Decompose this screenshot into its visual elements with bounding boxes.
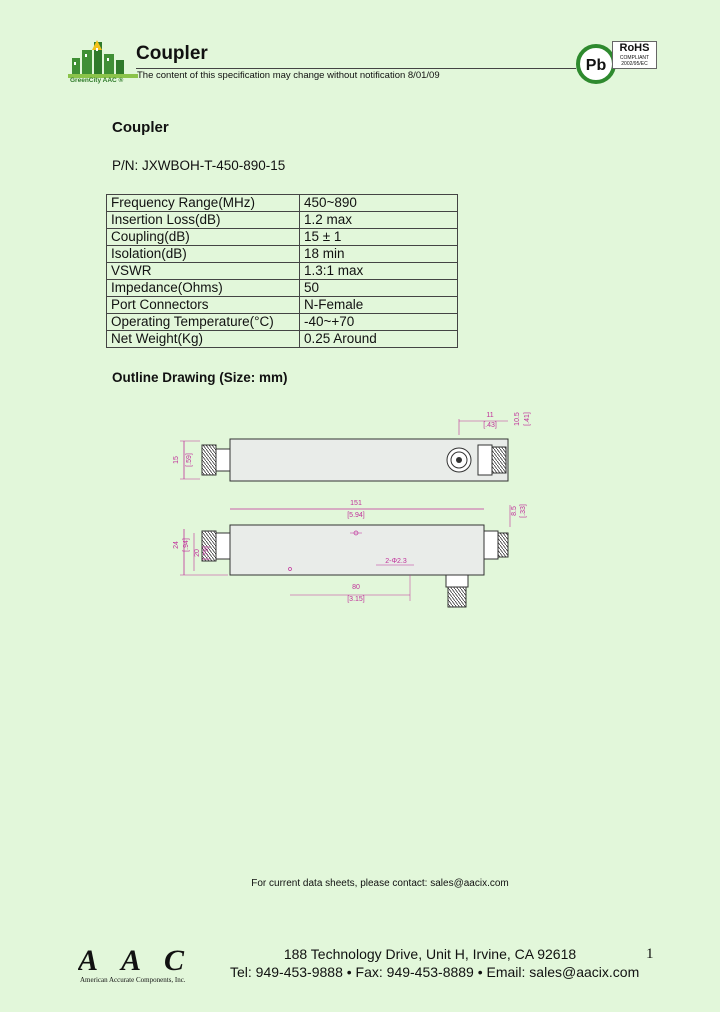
rohs-compliant: COMPLIANT (619, 55, 650, 61)
spec-row (107, 263, 458, 280)
datasheet-contact-line: For current data sheets, please contact: sales@aacix.com (251, 878, 509, 889)
rohs-directive: 2002/95/EC (621, 61, 648, 67)
connector-right-top (492, 447, 506, 473)
page-number: 1 (646, 946, 654, 962)
logo-brand-text: GreenCity AAC ® (70, 77, 124, 84)
dim-8-5: 8.5 (511, 506, 518, 516)
spec-row (107, 331, 458, 348)
spec-label: Operating Temperature(°C) (107, 314, 300, 331)
dim-24-in: [.94] (183, 538, 190, 552)
coupled-port-hex (446, 575, 468, 587)
spec-label: Insertion Loss(dB) (107, 212, 300, 229)
dim-24: 24 (173, 541, 180, 549)
spec-label: Port Connectors (107, 297, 300, 314)
aac-logo-text: AAC (78, 944, 184, 976)
spec-row (107, 314, 458, 331)
connector-left-front-hex (216, 533, 230, 559)
dim-8-5-in: [.33] (520, 504, 527, 518)
spec-value: 50 (300, 280, 458, 297)
top-view (173, 412, 531, 481)
lead-free-pb-icon (576, 44, 616, 84)
spec-label: VSWR (107, 263, 300, 280)
connector-left-top-hex (216, 449, 230, 471)
spec-row (107, 195, 458, 212)
dim-80-in: [3.15] (347, 596, 365, 603)
coupled-port-connector (448, 587, 466, 607)
part-number: P/N: JXWBOH-T-450-890-15 (112, 158, 286, 173)
spec-label: Coupling(dB) (107, 229, 300, 246)
spec-label: Isolation(dB) (107, 246, 300, 263)
spec-row (107, 212, 458, 229)
pb-label: Pb (585, 57, 607, 74)
dim-80: 80 (352, 584, 360, 591)
spec-table (106, 194, 458, 348)
spec-value: 18 min (300, 246, 458, 263)
spec-value: 15 ± 1 (300, 229, 458, 246)
header-title: Coupler (136, 43, 208, 64)
company-contact-info: Tel: 949-453-9888 • Fax: 949-453-8889 • Email: sales@aacix.com (230, 964, 640, 980)
company-address: 188 Technology Drive, Unit H, Irvine, CA 92618 (283, 946, 577, 962)
dim-151-in: [5.94] (347, 512, 365, 519)
front-view (173, 500, 527, 607)
outline-drawing (170, 405, 540, 640)
dim-15: 15 (173, 456, 180, 464)
dim-20: 20 (194, 549, 201, 557)
spec-value: 1.3:1 max (300, 263, 458, 280)
connector-right-front-hex (484, 531, 498, 559)
outline-drawing-title: Outline Drawing (Size: mm) (112, 370, 288, 385)
spec-value: N-Female (300, 297, 458, 314)
spec-value: 1.2 max (300, 212, 458, 229)
dim-15-in: [.59] (186, 453, 193, 467)
connector-right-top-hex (478, 445, 492, 475)
spec-label: Frequency Range(MHz) (107, 195, 300, 212)
spec-label: Net Weight(Kg) (107, 331, 300, 348)
coupled-port-icon (447, 448, 471, 472)
dim-151: 151 (350, 500, 362, 507)
rohs-badge (612, 41, 657, 69)
company-name: American Accurate Components, Inc. (80, 976, 186, 984)
spec-label: Impedance(Ohms) (107, 280, 300, 297)
spec-row (107, 229, 458, 246)
spec-row (107, 280, 458, 297)
header-divider (136, 68, 576, 69)
dim-11-in: [.43] (483, 422, 497, 429)
dim-20-in: [.79] (203, 546, 210, 560)
dim-10-5-in: [.41] (524, 412, 531, 426)
dim-hole: 2-Φ2.3 (385, 558, 407, 565)
spec-value: 0.25 Around (300, 331, 458, 348)
dim-10-5: 10.5 (514, 412, 521, 426)
connector-left-top (202, 445, 216, 475)
document-title: Coupler (112, 119, 169, 136)
coupler-body-front (230, 525, 484, 575)
connector-right-front (498, 533, 508, 557)
spec-value: 450~890 (300, 195, 458, 212)
spec-value: -40~+70 (300, 314, 458, 331)
aac-logo (78, 942, 186, 976)
rohs-title: RoHS (619, 42, 650, 54)
header-note: The content of this specification may change without notification 8/01/09 (137, 70, 440, 81)
spec-row (107, 246, 458, 263)
dim-11: 11 (486, 412, 494, 419)
spec-row (107, 297, 458, 314)
